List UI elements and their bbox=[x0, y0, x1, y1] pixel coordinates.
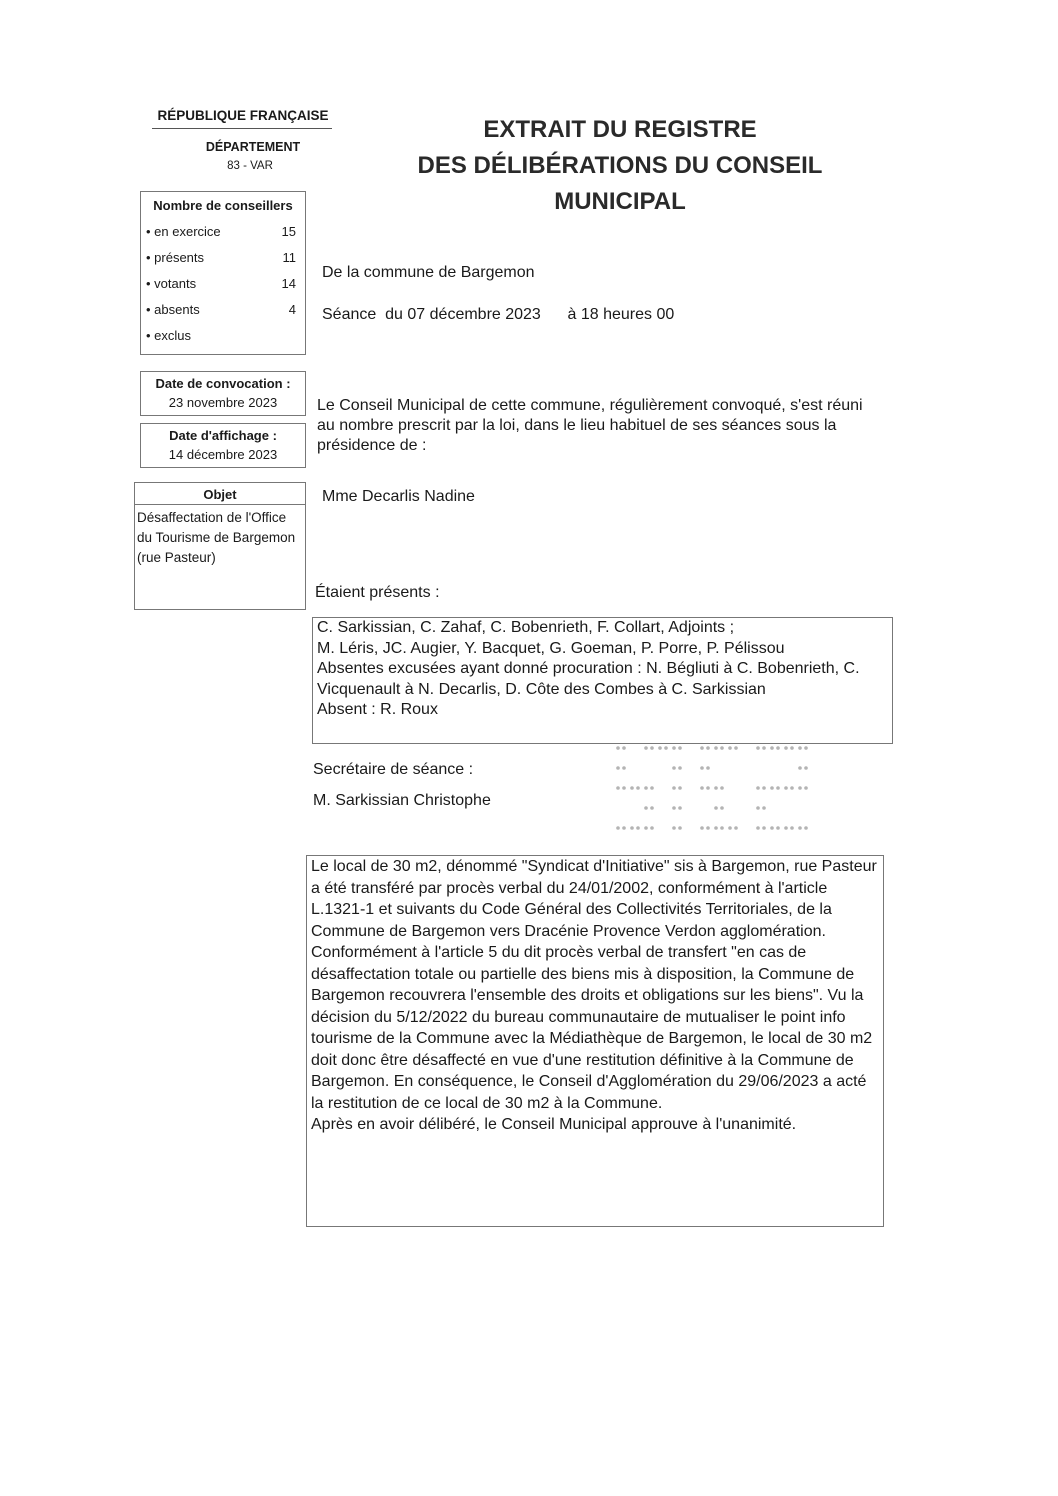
deliberation-paragraph-2: Conformément à l'article 5 du dit procès verbal de transfert "en cas de désaffectation totale ou partielle des biens mis à disposition, la Commune de Bargemon recouvrera l'ensemble des droits et obligations sur les biens". Vu la décision du 5/12/2022 du bureau communautaire de mutualiser le point info tourisme de la Commune avec la Médiathèque de Bargemon, le local de 30 m2 doit donc être désaffecté en vue d'une restitution définitive à la Commune de Bargemon. En conséquence, le Conseil d'Agglomération du 29/06/2023 a acté la restitution de ce local de 30 m2 à la Commune. bbox=[311, 944, 873, 1112]
stamp-dot bbox=[720, 806, 724, 810]
stamp-dot bbox=[644, 826, 648, 830]
stamp-dot bbox=[706, 826, 710, 830]
presents-label: Étaient présents : bbox=[315, 584, 440, 601]
stamp-dot bbox=[798, 786, 802, 790]
stamp-dot bbox=[798, 826, 802, 830]
stamp-dot bbox=[790, 826, 794, 830]
stamp-dot bbox=[700, 746, 704, 750]
stamp-dot bbox=[776, 826, 780, 830]
stamp-dot bbox=[678, 786, 682, 790]
stamp-dot bbox=[756, 746, 760, 750]
count-value: 14 bbox=[281, 276, 296, 291]
affichage-box bbox=[140, 423, 306, 468]
stamp-dot bbox=[776, 746, 780, 750]
stamp-dot bbox=[784, 746, 788, 750]
stamp-dot bbox=[804, 786, 808, 790]
stamp-dot bbox=[762, 806, 766, 810]
secretaire-name: M. Sarkissian Christophe bbox=[313, 792, 491, 809]
stamp-dot bbox=[622, 826, 626, 830]
stamp-dot bbox=[644, 746, 648, 750]
stamp-dot bbox=[714, 826, 718, 830]
deliberation-box bbox=[306, 855, 884, 1227]
objet-label: Objet bbox=[135, 483, 305, 505]
stamp-dot bbox=[728, 746, 732, 750]
stamp-dot bbox=[630, 786, 634, 790]
conseillers-heading: Nombre de conseillers bbox=[153, 198, 293, 213]
stamp-dot bbox=[650, 826, 654, 830]
stamp-dot bbox=[622, 766, 626, 770]
stamp-dot bbox=[798, 746, 802, 750]
stamp-dot bbox=[720, 786, 724, 790]
stamp-dot bbox=[622, 746, 626, 750]
stamp-dot bbox=[798, 766, 802, 770]
count-label: • exclus bbox=[146, 328, 192, 343]
presents-line: C. Sarkissian, C. Zahaf, C. Bobenrieth, F. Collart, Adjoints ; bbox=[317, 619, 735, 636]
departement-code: 83 - VAR bbox=[227, 160, 273, 172]
stamp-dot bbox=[672, 826, 676, 830]
stamp-dot bbox=[678, 746, 682, 750]
stamp-dot bbox=[616, 786, 620, 790]
stamp-dot bbox=[762, 786, 766, 790]
stamp-dot bbox=[728, 826, 732, 830]
header-rule bbox=[152, 128, 332, 129]
seance-line: Séance du 07 décembre 2023 à 18 heures 00 bbox=[322, 306, 675, 323]
stamp-dot bbox=[650, 746, 654, 750]
stamp-dot bbox=[784, 826, 788, 830]
count-label: • présents bbox=[146, 250, 205, 265]
presents-line: M. Léris, JC. Augier, Y. Bacquet, G. Goeman, P. Porre, P. Pélissou bbox=[317, 639, 785, 657]
stamp-dot bbox=[678, 826, 682, 830]
title-line-2: DES DÉLIBÉRATIONS DU CONSEIL bbox=[417, 152, 823, 179]
procuration-line: Absentes excusées ayant donné procuration : N. Bégliuti à C. Bobenrieth, C. Vicquenault à N. Decarlis, D. Côte des Combes à C. Sarkissian bbox=[317, 660, 860, 698]
stamp-dot bbox=[678, 766, 682, 770]
stamp-dot bbox=[658, 746, 662, 750]
conseillers-box bbox=[140, 191, 306, 355]
stamp-dot bbox=[790, 786, 794, 790]
stamp-dot bbox=[706, 786, 710, 790]
stamp-dot bbox=[756, 806, 760, 810]
intro-paragraph: Le Conseil Municipal de cette commune, régulièrement convoqué, s'est réuni au nombre prescrit par la loi, dans le lieu habituel de ses séances sous la présidence de : bbox=[317, 397, 863, 454]
count-value: 4 bbox=[288, 302, 296, 317]
stamp-dot bbox=[762, 746, 766, 750]
presents-box bbox=[312, 617, 893, 744]
objet-text: Désaffectation de l'Office du Tourisme de Bargemon (rue Pasteur) bbox=[137, 510, 296, 565]
count-label: • absents bbox=[146, 302, 200, 317]
stamp-dot bbox=[672, 746, 676, 750]
stamp-dot bbox=[700, 786, 704, 790]
convocation-box bbox=[140, 371, 306, 416]
stamp-dot bbox=[714, 786, 718, 790]
stamp-dot bbox=[762, 826, 766, 830]
stamp-dot bbox=[644, 786, 648, 790]
stamp-dot bbox=[734, 826, 738, 830]
stamp-dot bbox=[650, 786, 654, 790]
stamp-dot bbox=[720, 826, 724, 830]
title-line-1: EXTRAIT DU REGISTRE bbox=[483, 116, 757, 143]
count-value: 11 bbox=[282, 250, 296, 265]
convocation-date: 23 novembre 2023 bbox=[168, 395, 278, 410]
stamp-dot bbox=[804, 746, 808, 750]
count-label: • en exercice bbox=[146, 224, 221, 239]
stamp-dot bbox=[622, 786, 626, 790]
stamp-dot bbox=[776, 786, 780, 790]
stamp-dot bbox=[706, 746, 710, 750]
stamp-dot bbox=[664, 746, 668, 750]
convocation-label: Date de convocation : bbox=[155, 376, 291, 391]
stamp-dot bbox=[616, 826, 620, 830]
stamp-dot bbox=[616, 746, 620, 750]
secretaire-label: Secrétaire de séance : bbox=[313, 761, 474, 778]
stamp-dot bbox=[790, 746, 794, 750]
absent-line: Absent : R. Roux bbox=[317, 701, 438, 718]
stamp-dot bbox=[672, 766, 676, 770]
count-value: 15 bbox=[281, 224, 296, 239]
stamp-dot bbox=[770, 746, 774, 750]
commune-line: De la commune de Bargemon bbox=[322, 264, 535, 281]
stamp-dot bbox=[672, 806, 676, 810]
count-label: • votants bbox=[146, 276, 197, 291]
stamp-dot bbox=[700, 766, 704, 770]
stamp-dot bbox=[720, 746, 724, 750]
stamp-dot bbox=[770, 786, 774, 790]
objet-box bbox=[134, 482, 306, 610]
stamp-dot bbox=[678, 806, 682, 810]
republique-francaise: RÉPUBLIQUE FRANÇAISE bbox=[157, 108, 329, 123]
president-name: Mme Decarlis Nadine bbox=[322, 488, 475, 505]
departement-label: DÉPARTEMENT bbox=[205, 140, 301, 154]
stamp-dot bbox=[804, 766, 808, 770]
stamp-dot bbox=[650, 806, 654, 810]
stamp-dot bbox=[672, 786, 676, 790]
stamp-dot bbox=[784, 786, 788, 790]
stamp-dot bbox=[700, 826, 704, 830]
document-title bbox=[380, 112, 860, 220]
stamp-dot bbox=[636, 786, 640, 790]
stamp-dot bbox=[636, 826, 640, 830]
stamp-dot bbox=[734, 746, 738, 750]
stamp-dot bbox=[804, 826, 808, 830]
affichage-label: Date d'affichage : bbox=[169, 428, 277, 443]
affichage-date: 14 décembre 2023 bbox=[168, 447, 278, 462]
stamp-dot bbox=[756, 826, 760, 830]
deliberation-paragraph-3: Après en avoir délibéré, le Conseil Municipal approuve à l'unanimité. bbox=[311, 1116, 797, 1133]
stamp-dot bbox=[714, 806, 718, 810]
stamp-dot bbox=[756, 786, 760, 790]
deliberation-paragraph-1: Le local de 30 m2, dénommé "Syndicat d'Initiative" sis à Bargemon, rue Pasteur a été transféré par procès verbal du 24/01/2002, conformément à l'article L.1321-1 et suivants du Code Général des Collectivités Territoriales, de la Commune de Bargemon vers Dracénie Provence Verdon agglomération. bbox=[311, 858, 877, 940]
title-line-3: MUNICIPAL bbox=[554, 188, 686, 215]
stamp-dot bbox=[630, 826, 634, 830]
stamp-dot bbox=[616, 766, 620, 770]
stamp-dot bbox=[644, 806, 648, 810]
stamp-dot bbox=[706, 766, 710, 770]
stamp-dot bbox=[770, 826, 774, 830]
stamp-dot bbox=[714, 746, 718, 750]
